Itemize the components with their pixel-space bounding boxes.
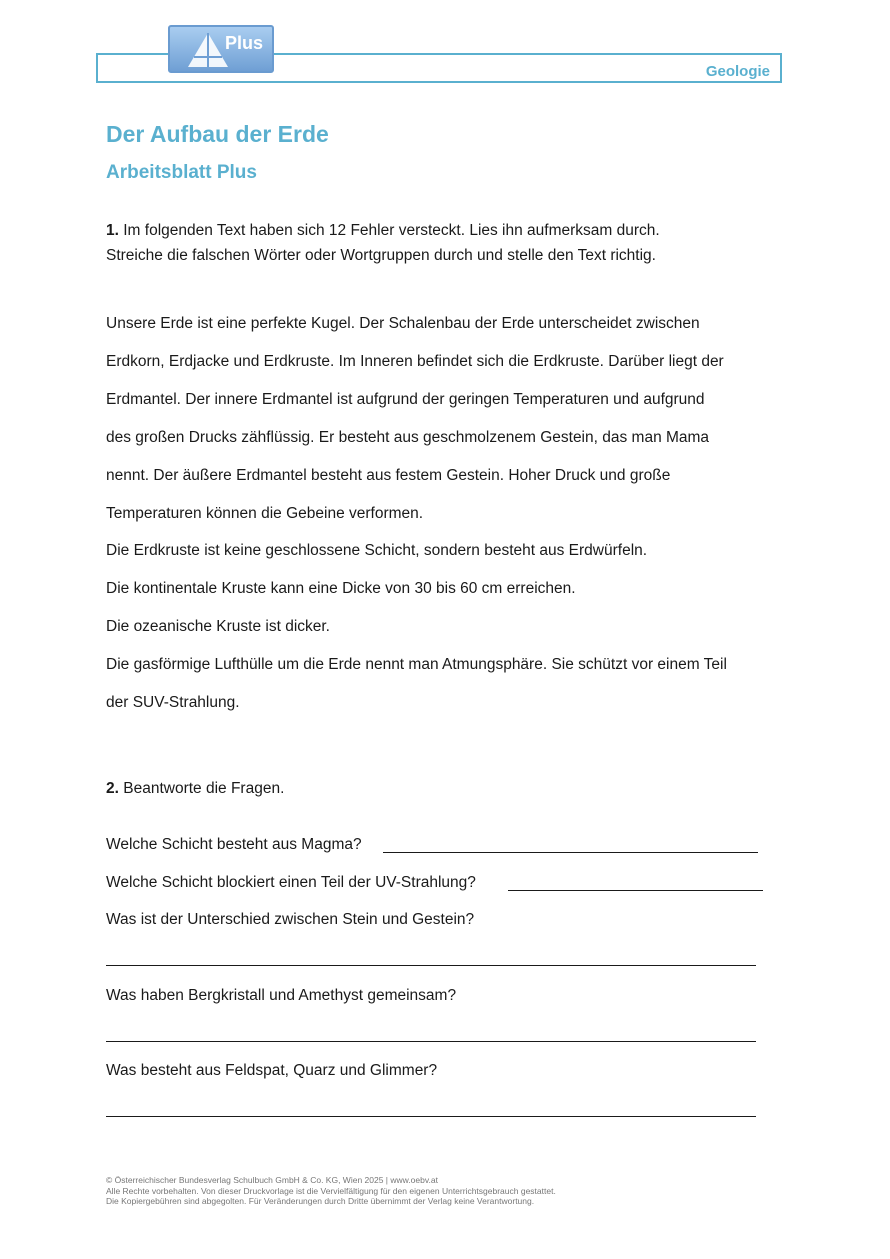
footer-line: © Österreichischer Bundesverlag Schulbuch GmbH & Co. KG, Wien 2025 | www.oebv.at xyxy=(106,1175,438,1185)
text-line: Die Erdkruste ist keine geschlossene Schicht, sondern besteht aus Erdwürfeln. xyxy=(106,542,648,559)
task1-number: 1. xyxy=(106,222,119,239)
task1-instruction-text: Im folgenden Text haben sich 12 Fehler versteckt. Lies ihn aufmerksam durch. xyxy=(123,222,660,239)
task2-number: 2. xyxy=(106,780,119,797)
text-line: der SUV-Strahlung. xyxy=(106,694,240,711)
text-line: Die ozeanische Kruste ist dicker. xyxy=(106,618,330,635)
text-line: Temperaturen können die Gebeine verformen. xyxy=(106,505,424,522)
question: Was haben Bergkristall und Amethyst gemeinsam? xyxy=(106,987,457,1004)
text-line: Erdkorn, Erdjacke und Erdkruste. Im Inneren befindet sich die Erdkruste. Darüber liegt der xyxy=(106,353,724,370)
text-line: Die kontinentale Kruste kann eine Dicke von 30 bis 60 cm erreichen. xyxy=(106,580,576,597)
footer xyxy=(106,1175,556,1207)
task2-instruction-text: Beantworte die Fragen. xyxy=(123,780,285,797)
question: Was besteht aus Feldspat, Quarz und Glimmer? xyxy=(106,1062,438,1079)
answer-line[interactable] xyxy=(106,965,756,966)
page-subtitle: Arbeitsblatt Plus xyxy=(106,162,257,183)
answer-line[interactable] xyxy=(383,852,758,853)
question: Was ist der Unterschied zwischen Stein und Gestein? xyxy=(106,911,475,928)
footer-line: Alle Rechte vorbehalten. Von dieser Druckvorlage ist die Vervielfältigung für den eigenen Unterrichtsgebrauch gestattet. xyxy=(106,1185,556,1196)
text-line: Erdmantel. Der innere Erdmantel ist aufgrund der geringen Temperaturen und aufgrund xyxy=(106,391,705,408)
task1-instruction-line1 xyxy=(106,222,660,240)
text-line: Die gasförmige Lufthülle um die Erde nennt man Atmungsphäre. Sie schützt vor einem Teil xyxy=(106,656,727,673)
plus-logo xyxy=(168,25,274,73)
triangle-logo-icon xyxy=(186,31,230,69)
answer-line[interactable] xyxy=(508,890,763,891)
answer-line[interactable] xyxy=(106,1041,756,1042)
page-title: Der Aufbau der Erde xyxy=(106,121,329,147)
task2-instruction xyxy=(106,780,284,798)
question: Welche Schicht blockiert einen Teil der UV-Strahlung? xyxy=(106,874,476,891)
text-line: nennt. Der äußere Erdmantel besteht aus festem Gestein. Hoher Druck und große xyxy=(106,467,671,484)
text-line: des großen Drucks zähflüssig. Er besteht aus geschmolzenem Gestein, das man Mama xyxy=(106,429,710,446)
task1-instruction-line2: Streiche die falschen Wörter oder Wortgruppen durch und stelle den Text richtig. xyxy=(106,247,656,264)
text-line: Unsere Erde ist eine perfekte Kugel. Der Schalenbau der Erde unterscheidet zwischen xyxy=(106,315,700,332)
logo-text: Plus xyxy=(225,33,264,53)
subject-label: Geologie xyxy=(705,63,770,80)
answer-line[interactable] xyxy=(106,1116,756,1117)
question: Welche Schicht besteht aus Magma? xyxy=(106,836,362,853)
footer-line: Die Kopiergebühren sind abgegolten. Für Veränderungen durch Dritte übernimmt der Verlag keine Verantwortung. xyxy=(106,1196,535,1206)
